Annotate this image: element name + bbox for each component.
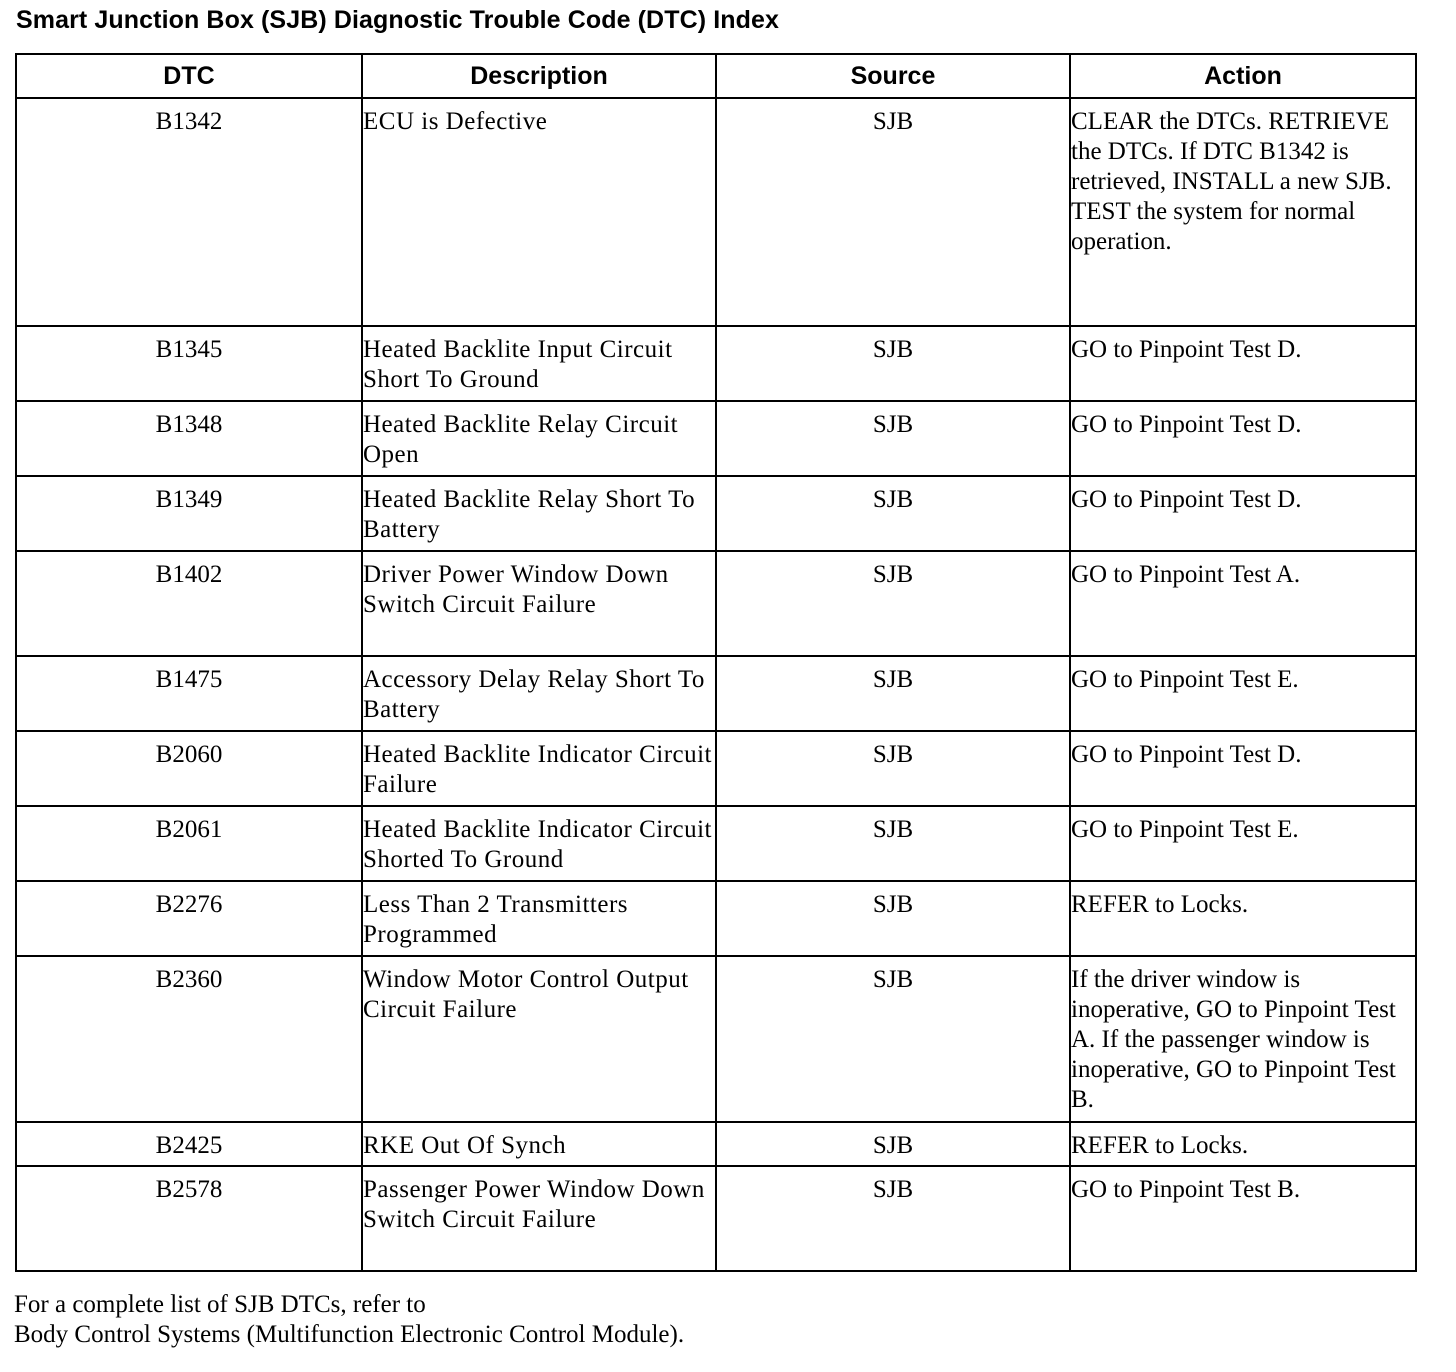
dtc-source: SJB (716, 731, 1070, 806)
dtc-action: If the driver window is inoperative, GO to Pinpoint Test A. If the passenger window is inoperative, GO to Pinpoint Test B. (1070, 956, 1416, 1122)
table-row (16, 731, 1416, 806)
dtc-description: Heated Backlite Indicator Circuit Shorted To Ground (362, 806, 716, 881)
dtc-action: CLEAR the DTCs. RETRIEVE the DTCs. If DTC B1342 is retrieved, INSTALL a new SJB. TEST the system for normal operation. (1070, 98, 1416, 326)
dtc-code: B2276 (16, 881, 362, 956)
header-dtc: DTC (16, 54, 362, 98)
dtc-description: RKE Out Of Synch (362, 1122, 716, 1166)
dtc-code: B1349 (16, 476, 362, 551)
table-row (16, 881, 1416, 956)
table-row (16, 98, 1416, 326)
footer-line-2: Body Control Systems (Multifunction Electronic Control Module). (14, 1321, 685, 1348)
dtc-code: B1342 (16, 98, 362, 326)
table-row (16, 401, 1416, 476)
table-row (16, 1122, 1416, 1166)
dtc-action: REFER to Locks. (1070, 881, 1416, 956)
header-action: Action (1070, 54, 1416, 98)
dtc-code: B1345 (16, 326, 362, 401)
table-row (16, 476, 1416, 551)
dtc-source: SJB (716, 956, 1070, 1122)
footer-line-1: For a complete list of SJB DTCs, refer to (14, 1291, 426, 1318)
dtc-action: GO to Pinpoint Test D. (1070, 476, 1416, 551)
dtc-action: GO to Pinpoint Test D. (1070, 326, 1416, 401)
dtc-description: Heated Backlite Indicator Circuit Failure (362, 731, 716, 806)
table-row (16, 956, 1416, 1122)
dtc-action: GO to Pinpoint Test B. (1070, 1166, 1416, 1271)
dtc-source: SJB (716, 656, 1070, 731)
dtc-description: Window Motor Control Output Circuit Failure (362, 956, 716, 1122)
footer-note (14, 1290, 684, 1350)
dtc-code: B2425 (16, 1122, 362, 1166)
dtc-action: GO to Pinpoint Test D. (1070, 731, 1416, 806)
dtc-action: GO to Pinpoint Test A. (1070, 551, 1416, 656)
table-row (16, 551, 1416, 656)
dtc-description: Heated Backlite Relay Short To Battery (362, 476, 716, 551)
dtc-code: B2061 (16, 806, 362, 881)
header-source: Source (716, 54, 1070, 98)
dtc-code: B2060 (16, 731, 362, 806)
dtc-description: Passenger Power Window Down Switch Circuit Failure (362, 1166, 716, 1271)
dtc-action: GO to Pinpoint Test E. (1070, 806, 1416, 881)
dtc-source: SJB (716, 881, 1070, 956)
header-description: Description (362, 54, 716, 98)
dtc-source: SJB (716, 1166, 1070, 1271)
dtc-description: Less Than 2 Transmitters Programmed (362, 881, 716, 956)
dtc-description: Driver Power Window Down Switch Circuit Failure (362, 551, 716, 656)
table-row (16, 656, 1416, 731)
dtc-code: B1348 (16, 401, 362, 476)
dtc-code: B1475 (16, 656, 362, 731)
dtc-action: REFER to Locks. (1070, 1122, 1416, 1166)
dtc-index-table (15, 53, 1417, 1272)
dtc-code: B2578 (16, 1166, 362, 1271)
dtc-source: SJB (716, 98, 1070, 326)
table-row (16, 326, 1416, 401)
dtc-code: B2360 (16, 956, 362, 1122)
table-row (16, 1166, 1416, 1271)
page-title: Smart Junction Box (SJB) Diagnostic Trouble Code (DTC) Index (16, 6, 780, 34)
table-row (16, 806, 1416, 881)
dtc-description: ECU is Defective (362, 98, 716, 326)
dtc-description: Accessory Delay Relay Short To Battery (362, 656, 716, 731)
dtc-source: SJB (716, 806, 1070, 881)
table-header-row (16, 54, 1416, 98)
dtc-source: SJB (716, 476, 1070, 551)
dtc-description: Heated Backlite Input Circuit Short To Ground (362, 326, 716, 401)
dtc-source: SJB (716, 551, 1070, 656)
dtc-code: B1402 (16, 551, 362, 656)
dtc-description: Heated Backlite Relay Circuit Open (362, 401, 716, 476)
dtc-source: SJB (716, 401, 1070, 476)
dtc-source: SJB (716, 1122, 1070, 1166)
dtc-action: GO to Pinpoint Test D. (1070, 401, 1416, 476)
dtc-action: GO to Pinpoint Test E. (1070, 656, 1416, 731)
dtc-source: SJB (716, 326, 1070, 401)
